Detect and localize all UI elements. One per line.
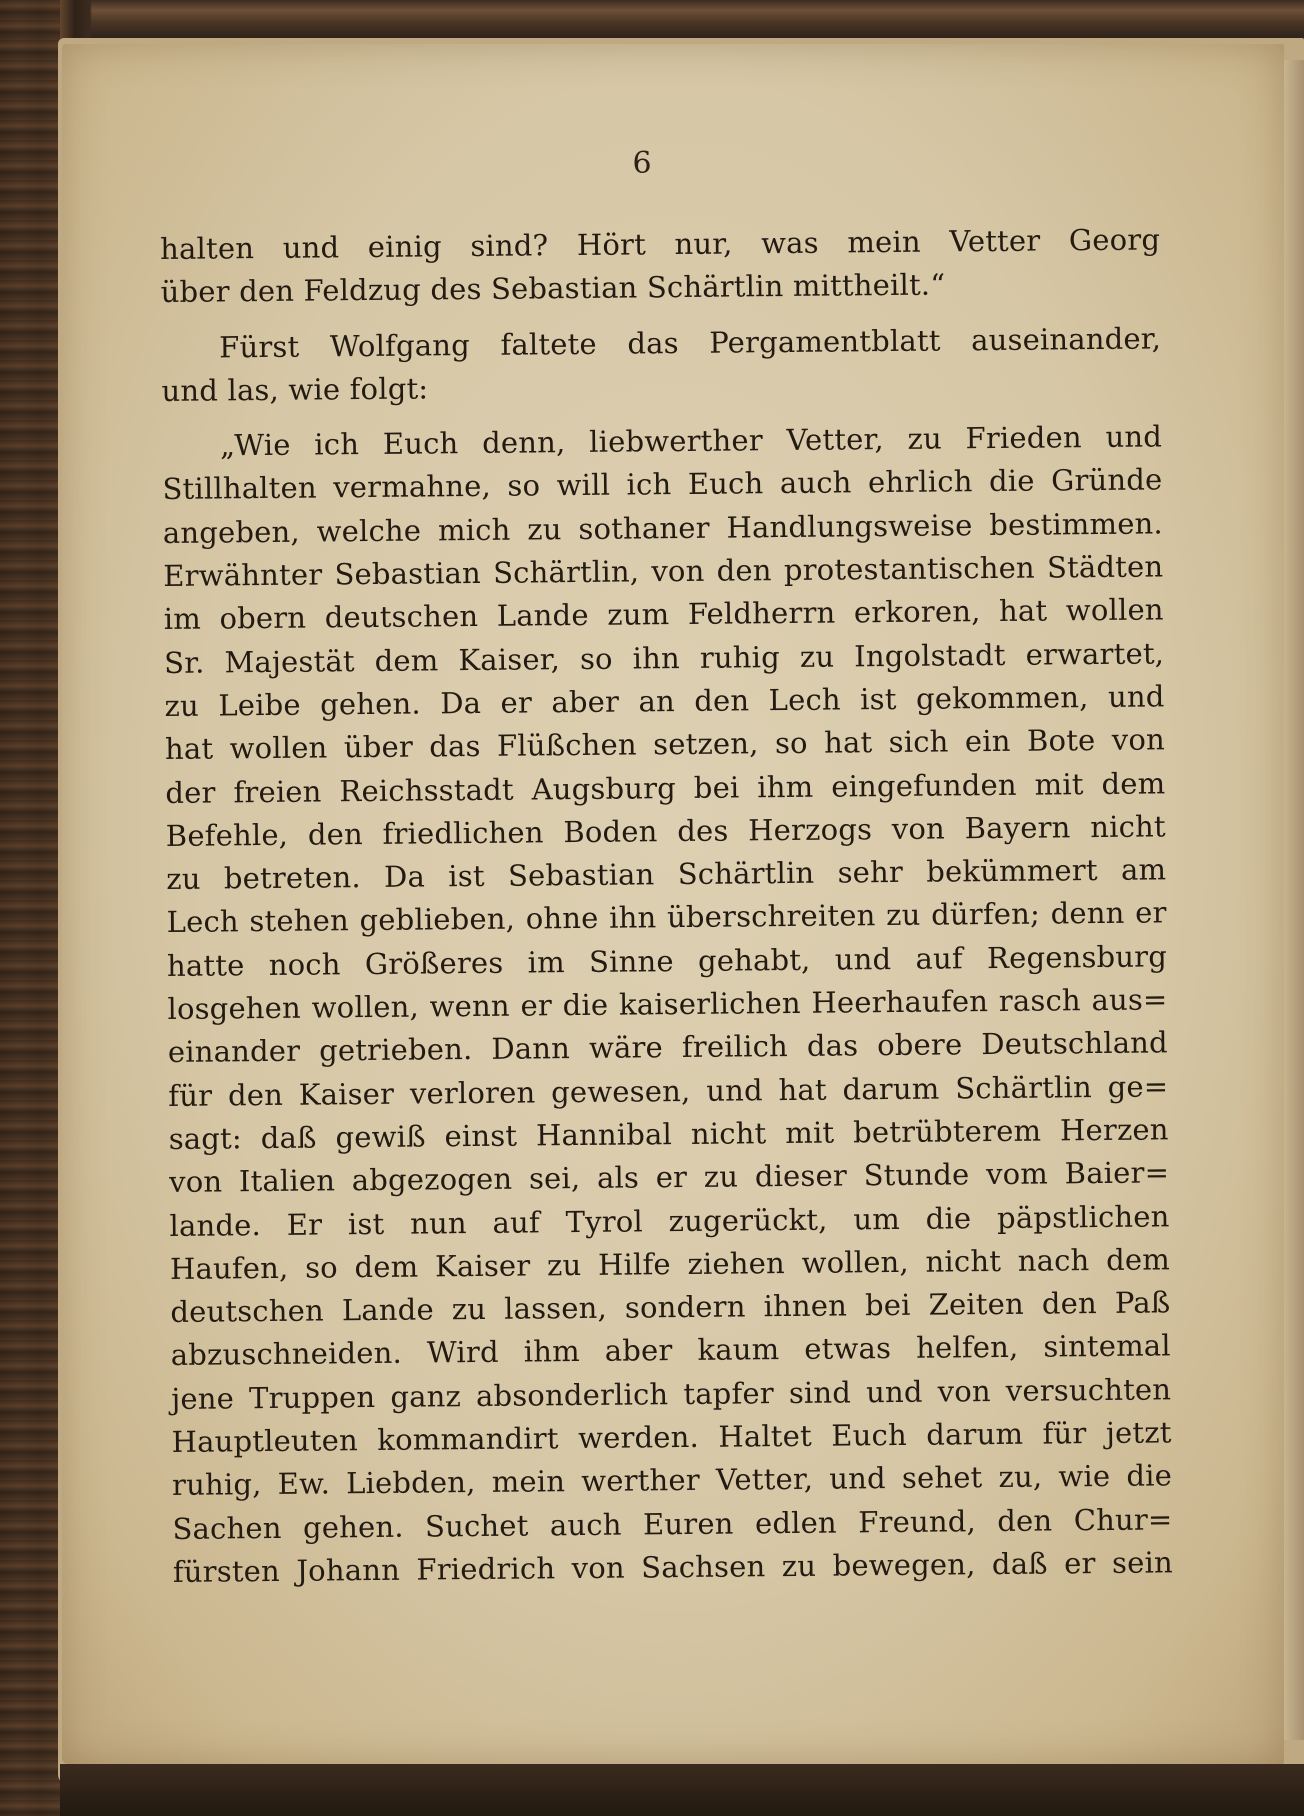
text-line: und las, wie folgt: [161,371,429,408]
body-text [160,218,1173,1594]
text-line: Befehle, den friedlichen Boden des Herzogs von Bayern nicht [165,809,1166,853]
text-line: einander getrieben. Dann wäre freilich das obere Deutschland [167,1025,1169,1070]
text-line: Erwähnter Sebastian Schärtlin, von den protestantischen Städten [163,549,1164,594]
text-line: im obern deutschen Lande zum Feldherrn erkoren, hat wollen [163,592,1164,637]
text-line: Sachen gehen. Suchet auch Euren edlen Freund, den Chur= [172,1501,1173,1546]
text-line: lande. Er ist nun auf Tyrol zugerückt, um die päpstlichen [169,1198,1170,1243]
text-line: ruhig, Ew. Liebden, mein werther Vetter, und sehet zu, wie die [171,1458,1173,1503]
text-line: halten und einig sind? Hört nur, was mein Vetter Georg [160,222,1161,266]
text-line: fürsten Johann Friedrich von Sachsen zu bewegen, daß er sein [172,1545,1174,1589]
book-spine [0,0,60,1816]
text-line: abzuschneiden. Wird ihm aber kaum etwas helfen, sintemal [170,1328,1171,1373]
text-line: über den Feldzug des Sebastian Schärtlin mittheilt.“ [160,267,946,310]
text-line: deutschen Lande zu lassen, sondern ihnen bei Zeiten den Paß [170,1285,1171,1330]
text-line: der freien Reichsstadt Augsburg bei ihm eingefunden mit dem [165,765,1166,810]
text-line: zu betreten. Da ist Sebastian Schärtlin sehr bekümmert am [166,852,1167,897]
text-line: Stillhalten vermahne, so will ich Euch auch ehrlich die Gründe [162,462,1163,507]
text-line: Hauptleuten kommandirt werden. Haltet Euch darum für jetzt [171,1415,1172,1459]
page-edge [1284,60,1304,1740]
text-line: sagt: daß gewiß einst Hannibal nicht mit betrübterem Herzen [168,1112,1169,1156]
text-line: losgehen wollen, wenn er die kaiserlichen Heerhaufen rasch aus= [167,982,1168,1027]
text-line: „Wie ich Euch denn, liebwerther Vetter, zu Frieden und [219,419,1163,463]
text-line: jene Truppen ganz absonderlich tapfer sind und von versuchten [171,1372,1172,1416]
text-line: zu Leibe gehen. Da er aber an den Lech ist gekommen, und [164,679,1165,723]
text-line: Fürst Wolfgang faltete das Pergamentblatt auseinander, [218,320,1162,365]
text-line: hatte noch Größeres im Sinne gehabt, und auf Regensburg [166,939,1168,983]
page-number: 6 [632,146,652,181]
text-line: Haufen, so dem Kaiser zu Hilfe ziehen wollen, nicht nach dem [169,1242,1171,1286]
text-line: hat wollen über das Flüßchen setzen, so hat sich ein Bote von [164,722,1166,767]
text-line: Sr. Majestät dem Kaiser, so ihn ruhig zu Ingolstadt erwartet, [164,636,1165,680]
book-bottom-edge [60,1764,1304,1816]
text-line: für den Kaiser verloren gewesen, und hat darum Schärtlin ge= [168,1069,1169,1113]
text-line: von Italien abgezogen sei, als er zu dieser Stunde vom Baier= [168,1155,1170,1200]
text-line: Lech stehen geblieben, ohne ihn überschreiten zu dürfen; denn er [166,895,1167,940]
text-line: angeben, welche mich zu sothaner Handlungsweise bestimmen. [162,506,1164,550]
